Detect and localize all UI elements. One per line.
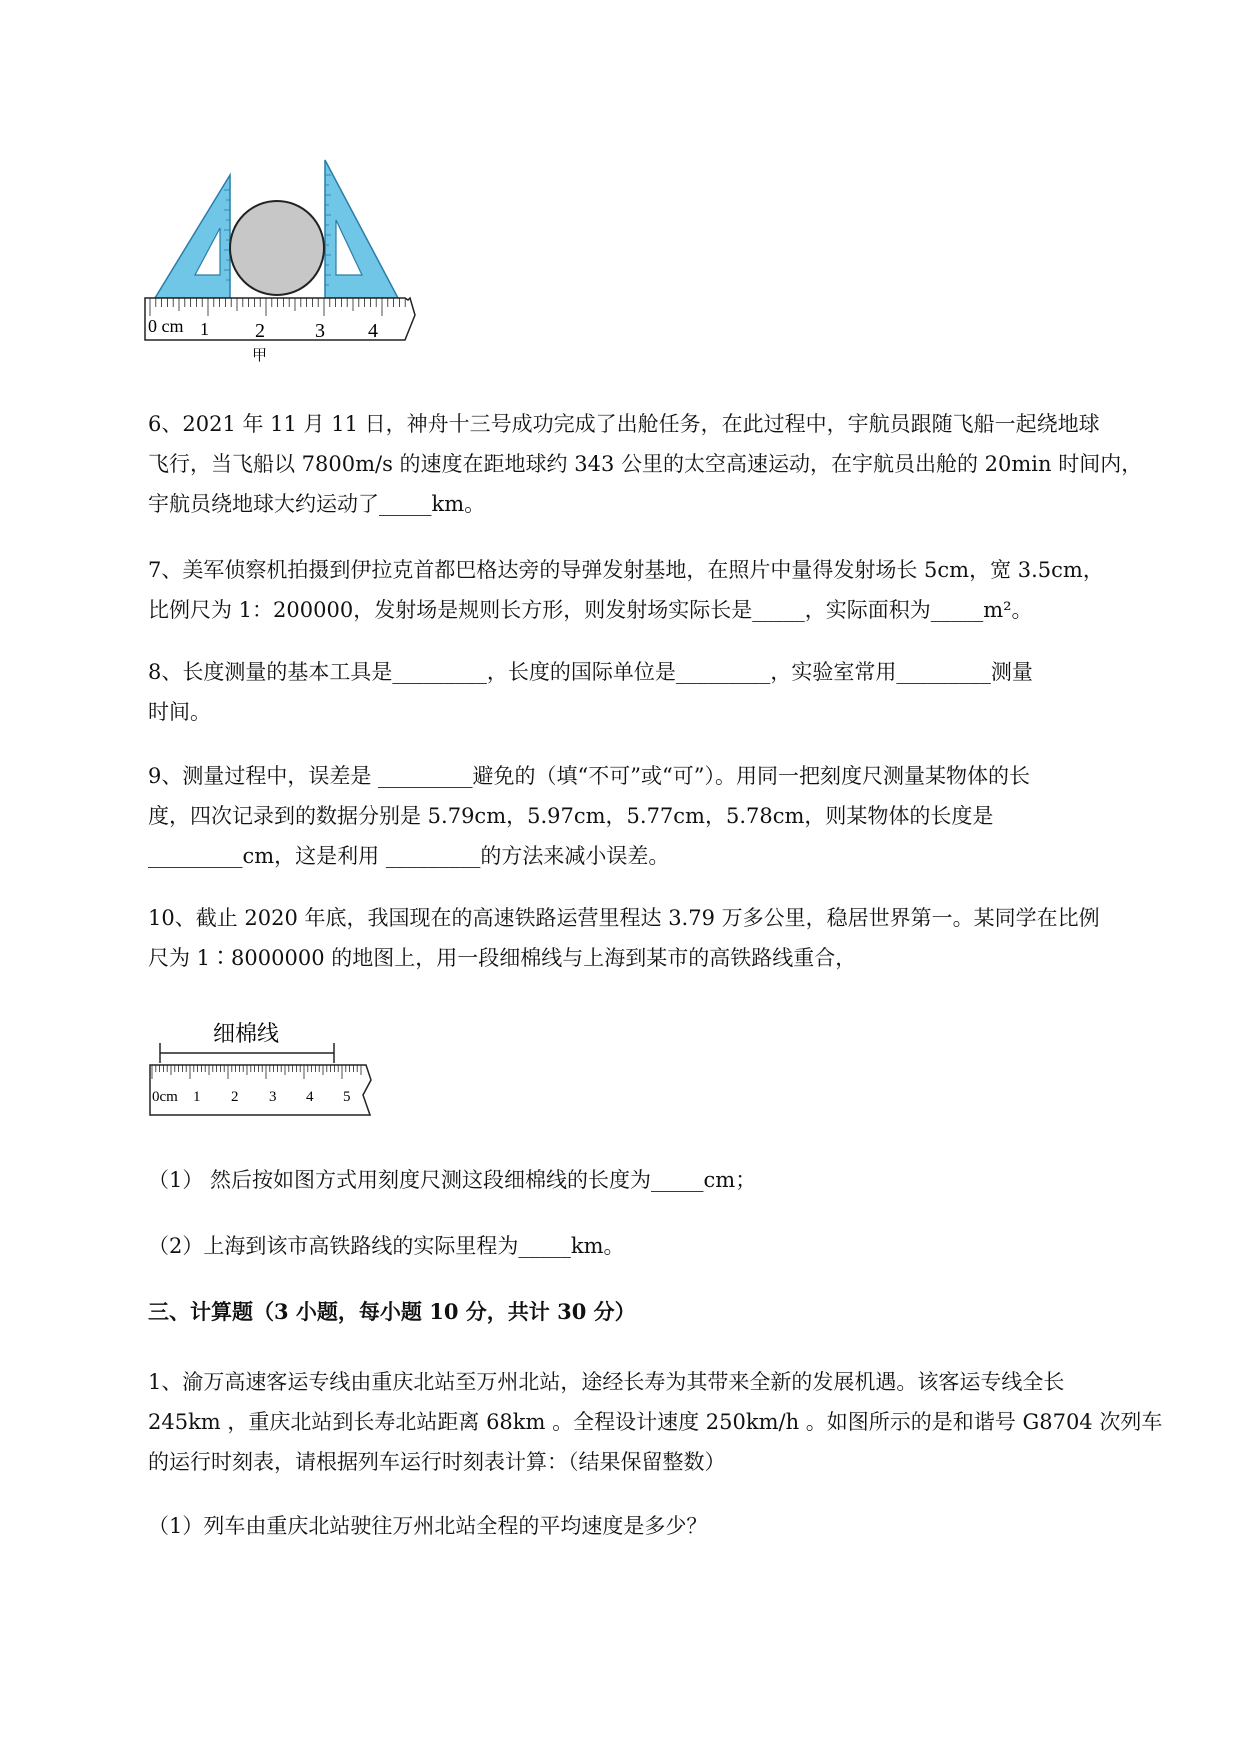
q9-line-1: 9、测量过程中，误差是 _________避免的（填“不可”或“可”）。用同一把刻度尺测量某物体的长: [148, 764, 1030, 788]
ruler2-label-5: 5: [343, 1089, 351, 1105]
q9-line-2: 度，四次记录到的数据分别是 5.79cm，5.97cm，5.77cm，5.78cm，则某物体的长度是: [148, 804, 994, 828]
question-10: [148, 898, 1158, 978]
q9-line-3: _________cm，这是利用 _________的方法来减小误差。: [148, 844, 670, 868]
calc-question-1-part-1: （1）列车由重庆北站驶往万州北站全程的平均速度是多少？: [148, 1514, 708, 1538]
ruler2-label-0: 0cm: [152, 1089, 178, 1105]
q8-line-2: 时间。: [148, 700, 211, 724]
q10-line-2: 尺为 1∶8000000 的地图上，用一段细棉线与上海到某市的高铁路线重合，: [148, 946, 857, 970]
q6-line-1: 6、2021 年 11 月 11 日，神舟十三号成功完成了出舱任务，在此过程中，宇航员跟随飞船一起绕地球: [148, 412, 1100, 436]
q6-line-3: 宇航员绕地球大约运动了_____km。: [148, 492, 486, 516]
figure-thread-ruler: [148, 1015, 378, 1130]
figure-caption: 甲: [252, 348, 268, 364]
calc-question-1: [148, 1362, 1163, 1482]
thread-label: 细棉线: [213, 1021, 280, 1046]
ruler-2: [150, 1065, 371, 1115]
c1-line-2: 245km ，重庆北站到长寿北站距离 68km 。全程设计速度 250km/h 。如图所示的是和谐号 G8704 次列车: [148, 1410, 1163, 1434]
q7-line-2: 比例尺为 1：200000，发射场是规则长方形，则发射场实际长是_____，实际面积为_____m²。: [148, 598, 1033, 622]
question-8: [148, 652, 1158, 732]
figure-ruler-ball: [140, 150, 460, 365]
question-9: [148, 756, 1158, 876]
ruler2-label-2: 2: [231, 1089, 239, 1105]
ruler-label-2: 2: [255, 320, 265, 342]
question-7: [148, 550, 1158, 630]
section-3-heading: 三、计算题（3 小题，每小题 10 分，共计 30 分）: [148, 1299, 636, 1324]
c1-line-1: 1、渝万高速客运专线由重庆北站至万州北站，途经长寿为其带来全新的发展机遇。该客运专线全长: [148, 1370, 1065, 1394]
ruler2-label-1: 1: [193, 1089, 201, 1105]
ruler-label-3: 3: [315, 320, 325, 342]
ruler-label-1: 1: [200, 319, 209, 339]
c1-line-3: 的运行时刻表，请根据列车运行时刻表计算：（结果保留整数）: [148, 1450, 726, 1474]
ball: [230, 201, 324, 295]
ruler-label-0: 0 cm: [148, 316, 184, 336]
ruler2-label-3: 3: [269, 1089, 277, 1105]
q7-line-1: 7、美军侦察机拍摄到伊拉克首都巴格达旁的导弹发射基地，在照片中量得发射场长 5cm，宽 3.5cm，: [148, 558, 1104, 582]
q6-line-2: 飞行，当飞船以 7800m/s 的速度在距地球约 343 公里的太空高速运动，在宇航员出舱的 20min 时间内，: [148, 452, 1143, 476]
ruler2-label-4: 4: [306, 1089, 314, 1105]
q10-part-1: （1） 然后按如图方式用刻度尺测这段细棉线的长度为_____cm；: [148, 1168, 757, 1192]
q10-line-1: 10、截止 2020 年底，我国现在的高速铁路运营里程达 3.79 万多公里，稳居世界第一。某同学在比例: [148, 906, 1100, 930]
q8-line-1: 8、长度测量的基本工具是_________，长度的国际单位是_________，实验室常用_________测量: [148, 660, 1033, 684]
ruler-label-4: 4: [368, 320, 378, 342]
question-6: [148, 404, 1158, 524]
q10-part-2: （2）上海到该市高铁路线的实际里程为_____km。: [148, 1234, 625, 1258]
